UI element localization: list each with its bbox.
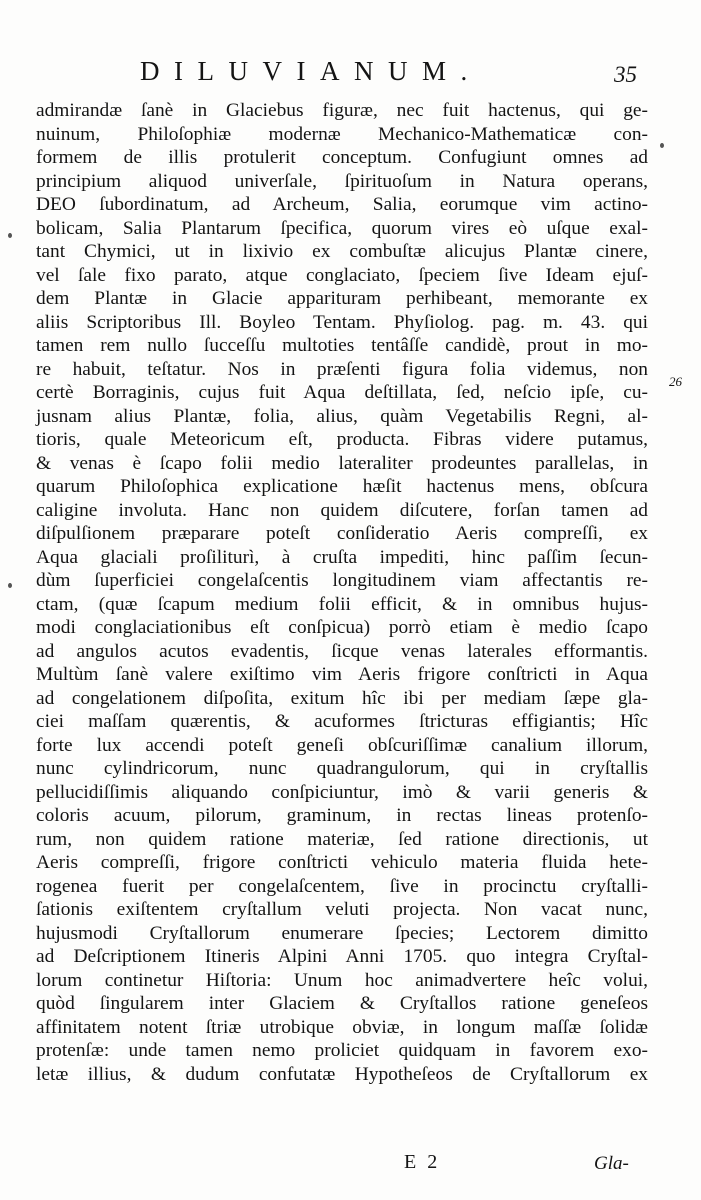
ink-speck bbox=[8, 233, 12, 238]
text-line: ad Deſcriptionem Itineris Alpini Anni 1705. quo integra Cryſtal- bbox=[36, 946, 648, 967]
text-line: affinitatem notent ſtriæ utrobique obviæ, in longum maſſæ ſolidæ bbox=[36, 1016, 648, 1038]
text-line: letæ illius, & dudum confutatæ Hypotheſeos de Cryſtallorum ex bbox=[36, 1063, 648, 1085]
margin-note: 26 bbox=[669, 374, 682, 389]
text-line: caligine involuta. Hanc non quidem diſcutere, forſan tamen ad bbox=[36, 499, 648, 521]
text-line: hujusmodi Cryſtallorum enumerare ſpecies; Lectorem dimitto bbox=[36, 922, 648, 944]
text-line: ciei maſſam quærentis, & acuformes ſtricturas effigiantis; Hîc bbox=[36, 711, 648, 732]
text-line: tioris, quale Meteoricum eſt, producta. Fibras videre putamus, bbox=[36, 429, 648, 450]
text-line: coloris acuum, pilorum, graminum, in rectas lineas protenſo- bbox=[36, 805, 648, 826]
text-line: principium aliquod univerſale, ſpirituoſum in Natura operans, bbox=[36, 170, 648, 192]
text-line: re habuit, teſtatur. Nos in præſenti figura folia videmus, non bbox=[36, 358, 648, 380]
text-line: dem Plantæ in Glacie apparituram perhibeant, memorante ex bbox=[36, 288, 648, 309]
text-line: rogenea fuerit per congelaſcentem, ſive in procinctu cryſtalli- bbox=[36, 875, 648, 897]
text-line: admirandæ ſanè in Glaciebus figuræ, nec fuit hactenus, qui ge- bbox=[36, 100, 648, 121]
text-line: diſpulſionem præparare poteſt conſideratio Aeris compreſſi, ex bbox=[36, 523, 648, 544]
text-line: protenſæ: unde tamen nemo proliciet quidquam in favorem exo- bbox=[36, 1040, 648, 1061]
text-line: bolicam, Salia Plantarum ſpecifica, quorum vires eò uſque exal- bbox=[36, 217, 648, 239]
text-line: Multùm ſanè valere exiſtimo vim Aeris frigore conſtricti in Aqua bbox=[36, 664, 648, 685]
text-line: jusnam alius Plantæ, folia, alius, quàm Vegetabilis Regni, al- bbox=[36, 405, 648, 427]
body-text bbox=[36, 99, 648, 1086]
text-line: & venas è ſcapo folii medio lateraliter prodeuntes parallelas, in bbox=[36, 452, 648, 474]
text-line: Aqua glaciali proſiliturì, à cruſta impediti, hinc paſſim ſecun- bbox=[36, 546, 648, 568]
text-line: modi conglaciationibus eſt conſpicua) porrò etiam è medio ſcapo bbox=[36, 617, 648, 638]
text-line: tant Chymici, ut in lixivio ex combuſtæ alicujus Plantæ cinere, bbox=[36, 241, 648, 262]
text-line: formem de illis protulerit conceptum. Confugiunt omnes ad bbox=[36, 147, 648, 168]
text-line: ctam, (quæ ſcapum medium folii efficit, & in omnibus hujus- bbox=[36, 593, 648, 615]
text-line: quòd ſingularem inter Glaciem & Cryſtallos ratione geneſeos bbox=[36, 993, 648, 1014]
signature-mark: E 2 bbox=[404, 1151, 441, 1173]
text-line: ad angulos acutos evadentis, ſicque venas laterales efformantis. bbox=[36, 640, 648, 662]
text-line: tamen rem nullo ſucceſſu multoties tentâſſe candidè, prout in mo- bbox=[36, 335, 648, 356]
text-line: quarum Philoſophica explicatione hæſit hactenus mens, obſcura bbox=[36, 476, 648, 497]
text-line: lorum continetur Hiſtoria: Unum hoc animadvertere heîc volui, bbox=[36, 969, 648, 991]
catchword: Gla- bbox=[594, 1153, 629, 1174]
text-line: pellucidiſſimis aliquando conſpiciuntur, imò & varii generis & bbox=[36, 781, 648, 803]
text-line: Aeris compreſſi, frigore conſtricti vehiculo materia fluida hete- bbox=[36, 852, 648, 873]
running-head: DILUVIANUM. bbox=[140, 56, 482, 86]
text-line: forte lux accendi poteſt geneſi obſcuriſſimæ canalium illorum, bbox=[36, 734, 648, 756]
text-line: ad congelationem diſpoſita, exitum hîc ibi per mediam ſæpe gla- bbox=[36, 687, 648, 709]
ink-speck bbox=[8, 583, 12, 588]
text-line: rum, non quidem ratione materiæ, ſed ratione directionis, ut bbox=[36, 828, 648, 850]
text-line: nuinum, Philoſophiæ modernæ Mechanico-Mathematicæ con- bbox=[36, 123, 648, 145]
ink-speck bbox=[660, 143, 664, 148]
text-line: DEO ſubordinatum, ad Archeum, Salia, eorumque vim actino- bbox=[36, 194, 648, 215]
text-line: dùm ſuperficiei congelaſcentis longitudinem viam affectantis re- bbox=[36, 570, 648, 591]
page-number: 35 bbox=[614, 62, 637, 87]
text-line: ſationis exiſtentem cryſtallum veluti projecta. Non vacat nunc, bbox=[36, 899, 648, 920]
text-line: vel ſale fixo parato, atque conglaciato, ſpeciem ſive Ideam ejuſ- bbox=[36, 264, 648, 286]
text-line: nunc cylindricorum, nunc quadrangulorum, qui in cryſtallis bbox=[36, 758, 648, 779]
text-line: certè Borraginis, cujus fuit Aqua deſtillata, ſed, neſcio ipſe, cu- bbox=[36, 382, 648, 403]
text-line: aliis Scriptoribus Ill. Boyleo Tentam. Phyſiolog. pag. m. 43. qui bbox=[36, 311, 648, 333]
